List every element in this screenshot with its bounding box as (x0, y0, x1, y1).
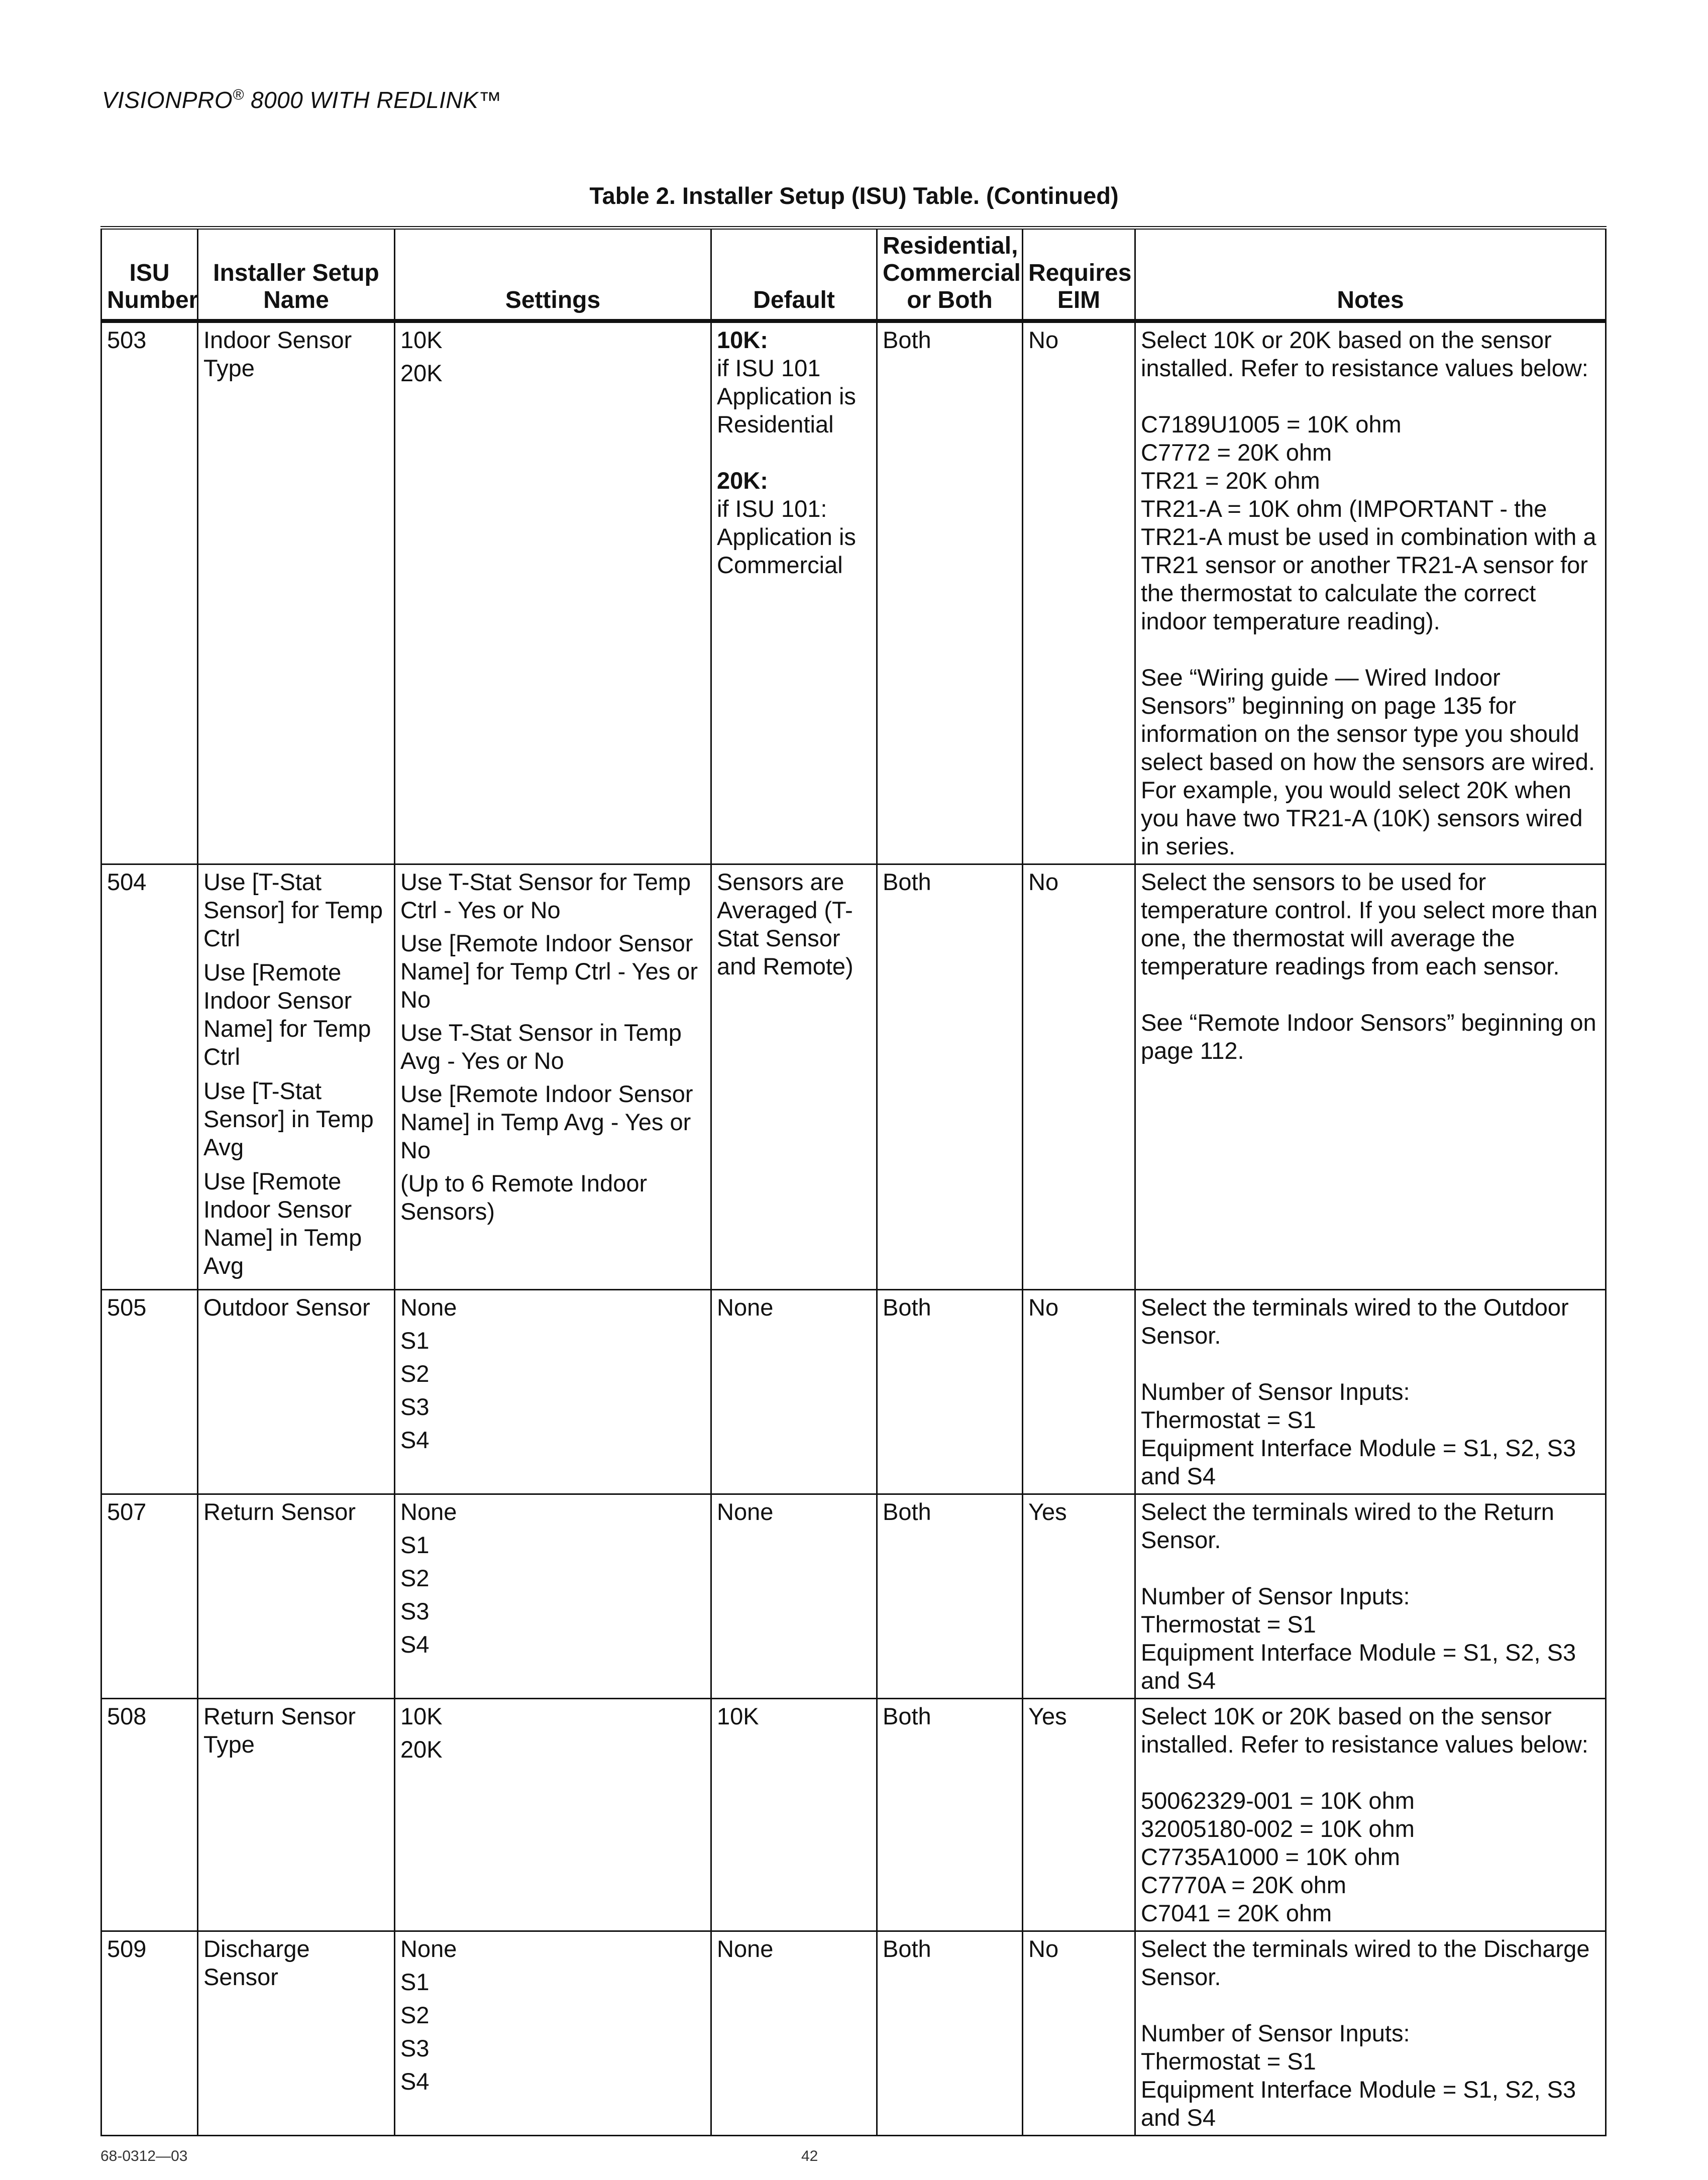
notes-cell (1135, 1931, 1606, 2136)
requires-eim-cell: No (1023, 864, 1135, 1290)
document-header (102, 86, 502, 114)
header-line: Number (107, 287, 198, 313)
notes-cell (1135, 1494, 1606, 1699)
setting-value: S2 (400, 1565, 430, 1591)
setup-name-cell (198, 864, 395, 1290)
setup-name-cell (198, 1494, 395, 1699)
header-line: Notes (1337, 287, 1404, 313)
settings-cell (395, 1931, 711, 2136)
requires-eim-cell: Yes (1023, 1699, 1135, 1931)
note-line: Equipment Interface Module = S1, S2, S3 and S4 (1141, 1435, 1576, 1489)
note-line: C7772 = 20K ohm (1141, 439, 1332, 466)
settings-cell (395, 864, 711, 1290)
notes-cell (1135, 864, 1606, 1290)
setup-name-line: Outdoor Sensor (203, 1294, 370, 1321)
note-line: Select 10K or 20K based on the sensor installed. Refer to resistance values below: (1141, 1703, 1588, 1758)
note-line: Number of Sensor Inputs: (1141, 1378, 1410, 1405)
doc-number: 68-0312—03 (100, 2148, 188, 2164)
setup-name-line: Use [Remote Indoor Sensor Name] for Temp Ctrl (203, 959, 371, 1070)
note-gap (1141, 635, 1600, 664)
setup-name-cell (198, 1931, 395, 2136)
note-line: Equipment Interface Module = S1, S2, S3 and S4 (1141, 1639, 1576, 1694)
header-line: Name (263, 287, 329, 313)
setting-value: None (400, 1498, 457, 1525)
note-line: Select the terminals wired to the Return Sensor. (1141, 1498, 1554, 1553)
settings-cell (395, 321, 711, 864)
notes-cell (1135, 1290, 1606, 1494)
note-line: Equipment Interface Module = S1, S2, S3 and S4 (1141, 2076, 1576, 2131)
note-gap (1141, 1554, 1600, 1582)
setup-name-line: Use [T-Stat Sensor] for Temp Ctrl (203, 868, 383, 951)
res-comm-cell: Both (877, 1931, 1023, 2136)
note-line: Select 10K or 20K based on the sensor installed. Refer to resistance values below: (1141, 326, 1588, 381)
requires-eim-cell: Yes (1023, 1494, 1135, 1699)
table-row (101, 1290, 1606, 1494)
setting-value: S1 (400, 1327, 430, 1354)
product-name: 8000 WITH REDLINK™ (244, 87, 502, 113)
note-line: See “Remote Indoor Sensors” beginning on page 112. (1141, 1009, 1596, 1064)
setting-value: Use T-Stat Sensor in Temp Avg - Yes or No (400, 1019, 682, 1074)
default-heading: 10K: (717, 326, 768, 353)
setting-value: 10K (400, 326, 443, 353)
note-line: Number of Sensor Inputs: (1141, 1583, 1410, 1609)
default-line: if ISU 101: (717, 495, 827, 522)
note-line: Thermostat = S1 (1141, 2048, 1316, 2075)
setting-value: 20K (400, 360, 443, 386)
col-res-comm (877, 228, 1023, 321)
setting-value: None (400, 1294, 457, 1321)
table-row (101, 1931, 1606, 2136)
default-cell: None (711, 1494, 877, 1699)
setup-name-cell (198, 321, 395, 864)
brand-name: VISIONPRO (102, 87, 233, 113)
col-isu-number (101, 228, 198, 321)
note-line: 50062329-001 = 10K ohm (1141, 1787, 1415, 1814)
default-line: if ISU 101 (717, 355, 821, 381)
setting-value: Use [Remote Indoor Sensor Name] for Temp Ctrl - Yes or No (400, 930, 698, 1013)
col-default (711, 228, 877, 321)
setting-value: S1 (400, 1969, 430, 1995)
requires-eim-cell: No (1023, 1931, 1135, 2136)
note-line: C7189U1005 = 10K ohm (1141, 411, 1402, 438)
setup-name-cell (198, 1290, 395, 1494)
default-line: Application is (717, 383, 856, 409)
default-cell: 10K (711, 1699, 877, 1931)
note-gap (1141, 980, 1600, 1009)
note-line: C7770A = 20K ohm (1141, 1872, 1346, 1898)
settings-cell (395, 1290, 711, 1494)
setting-value: Use [Remote Indoor Sensor Name] in Temp Avg - Yes or No (400, 1080, 693, 1163)
res-comm-cell: Both (877, 864, 1023, 1290)
header-line: Settings (505, 287, 601, 313)
col-setup-name (198, 228, 395, 321)
setting-value: Use T-Stat Sensor for Temp Ctrl - Yes or No (400, 868, 691, 923)
res-comm-cell: Both (877, 1494, 1023, 1699)
isu-number-cell: 509 (101, 1931, 198, 2136)
isu-number-cell: 507 (101, 1494, 198, 1699)
setting-value: S2 (400, 1360, 430, 1387)
table-body (101, 321, 1606, 2136)
setup-name-line: Discharge Sensor (203, 1935, 310, 1990)
default-line: Commercial (717, 552, 843, 578)
res-comm-cell: Both (877, 1699, 1023, 1931)
note-line: See “Wiring guide — Wired Indoor Sensors” beginning on page 135 for information on the sensor type you should select based on how the sensors are wired. For example, you would select 20K when you have two TR21-A (10K) sensors wired in series. (1141, 664, 1595, 859)
res-comm-cell: Both (877, 1290, 1023, 1494)
default-cell: Sensors are Averaged (T-Stat Sensor and Remote) (711, 864, 877, 1290)
header-line: Residential, (883, 233, 1018, 259)
note-line: 32005180-002 = 10K ohm (1141, 1815, 1415, 1842)
note-line: Thermostat = S1 (1141, 1406, 1316, 1433)
header-line: Commercial (883, 260, 1021, 286)
note-line: Select the terminals wired to the Discharge Sensor. (1141, 1935, 1590, 1990)
table-row (101, 1494, 1606, 1699)
setting-value: 10K (400, 1703, 443, 1729)
res-comm-cell: Both (877, 321, 1023, 864)
setting-value: 20K (400, 1736, 443, 1763)
setting-value: (Up to 6 Remote Indoor Sensors) (400, 1170, 648, 1225)
isu-number-cell: 505 (101, 1290, 198, 1494)
default-line: Residential (717, 411, 834, 438)
note-line: C7735A1000 = 10K ohm (1141, 1843, 1401, 1870)
table-header-row (101, 228, 1606, 321)
note-line: Thermostat = S1 (1141, 1611, 1316, 1638)
setup-name-line: Return Sensor Type (203, 1703, 356, 1758)
setup-name-line: Use [T-Stat Sensor] in Temp Avg (203, 1077, 374, 1160)
isu-number-cell: 508 (101, 1699, 198, 1931)
setting-value: S3 (400, 1598, 430, 1624)
setup-name-line: Use [Remote Indoor Sensor Name] in Temp Avg (203, 1168, 362, 1279)
setting-value: S3 (400, 2035, 430, 2061)
default-gap (717, 439, 871, 467)
note-gap (1141, 1759, 1600, 1787)
note-line: TR21 = 20K ohm (1141, 467, 1320, 494)
col-settings (395, 228, 711, 321)
header-line: Default (753, 287, 835, 313)
note-line: Select the terminals wired to the Outdoor Sensor. (1141, 1294, 1569, 1349)
setting-value: S3 (400, 1393, 430, 1420)
table-row (101, 864, 1606, 1290)
settings-cell (395, 1494, 711, 1699)
default-cell: None (711, 1290, 877, 1494)
note-line: Select the sensors to be used for temperature control. If you select more than one, the thermostat will average the temperature readings from each sensor. (1141, 868, 1598, 979)
setting-value: S4 (400, 2068, 430, 2095)
note-gap (1141, 1991, 1600, 2019)
settings-cell (395, 1699, 711, 1931)
table-row (101, 1699, 1606, 1931)
note-gap (1141, 1350, 1600, 1378)
col-requires-eim (1023, 228, 1135, 321)
table-title: Table 2. Installer Setup (ISU) Table. (Continued) (589, 182, 1119, 209)
note-line: C7041 = 20K ohm (1141, 1900, 1332, 1926)
notes-cell (1135, 321, 1606, 864)
default-cell: None (711, 1931, 877, 2136)
page-number: 42 (801, 2148, 818, 2164)
setup-name-cell (198, 1699, 395, 1931)
isu-number-cell: 503 (101, 321, 198, 864)
table-row (101, 321, 1606, 864)
note-gap (1141, 382, 1600, 410)
setting-value: S4 (400, 1631, 430, 1658)
note-line: Number of Sensor Inputs: (1141, 2020, 1410, 2046)
note-line: TR21-A = 10K ohm (IMPORTANT - the TR21-A must be used in combination with a TR21 sensor or another TR21-A sensor for the thermostat to calculate the correct indoor temperature reading). (1141, 495, 1596, 634)
setting-value: S2 (400, 2002, 430, 2028)
setup-name-line: Indoor Sensor Type (203, 326, 352, 381)
setting-value: None (400, 1935, 457, 1962)
header-line: EIM (1057, 287, 1101, 313)
setup-name-line: Return Sensor (203, 1498, 356, 1525)
header-line: Installer Setup (213, 260, 379, 286)
notes-cell (1135, 1699, 1606, 1931)
requires-eim-cell: No (1023, 1290, 1135, 1494)
default-cell (711, 321, 877, 864)
header-line: or Both (907, 287, 993, 313)
header-line: ISU (129, 260, 170, 286)
setting-value: S1 (400, 1532, 430, 1558)
setting-value: S4 (400, 1427, 430, 1453)
header-line: Requires (1028, 260, 1132, 286)
isu-number-cell: 504 (101, 864, 198, 1290)
default-line: Application is (717, 523, 856, 550)
requires-eim-cell: No (1023, 321, 1135, 864)
registered-mark: ® (233, 86, 244, 103)
isu-table (100, 226, 1607, 2136)
default-heading: 20K: (717, 467, 768, 494)
col-notes (1135, 228, 1606, 321)
